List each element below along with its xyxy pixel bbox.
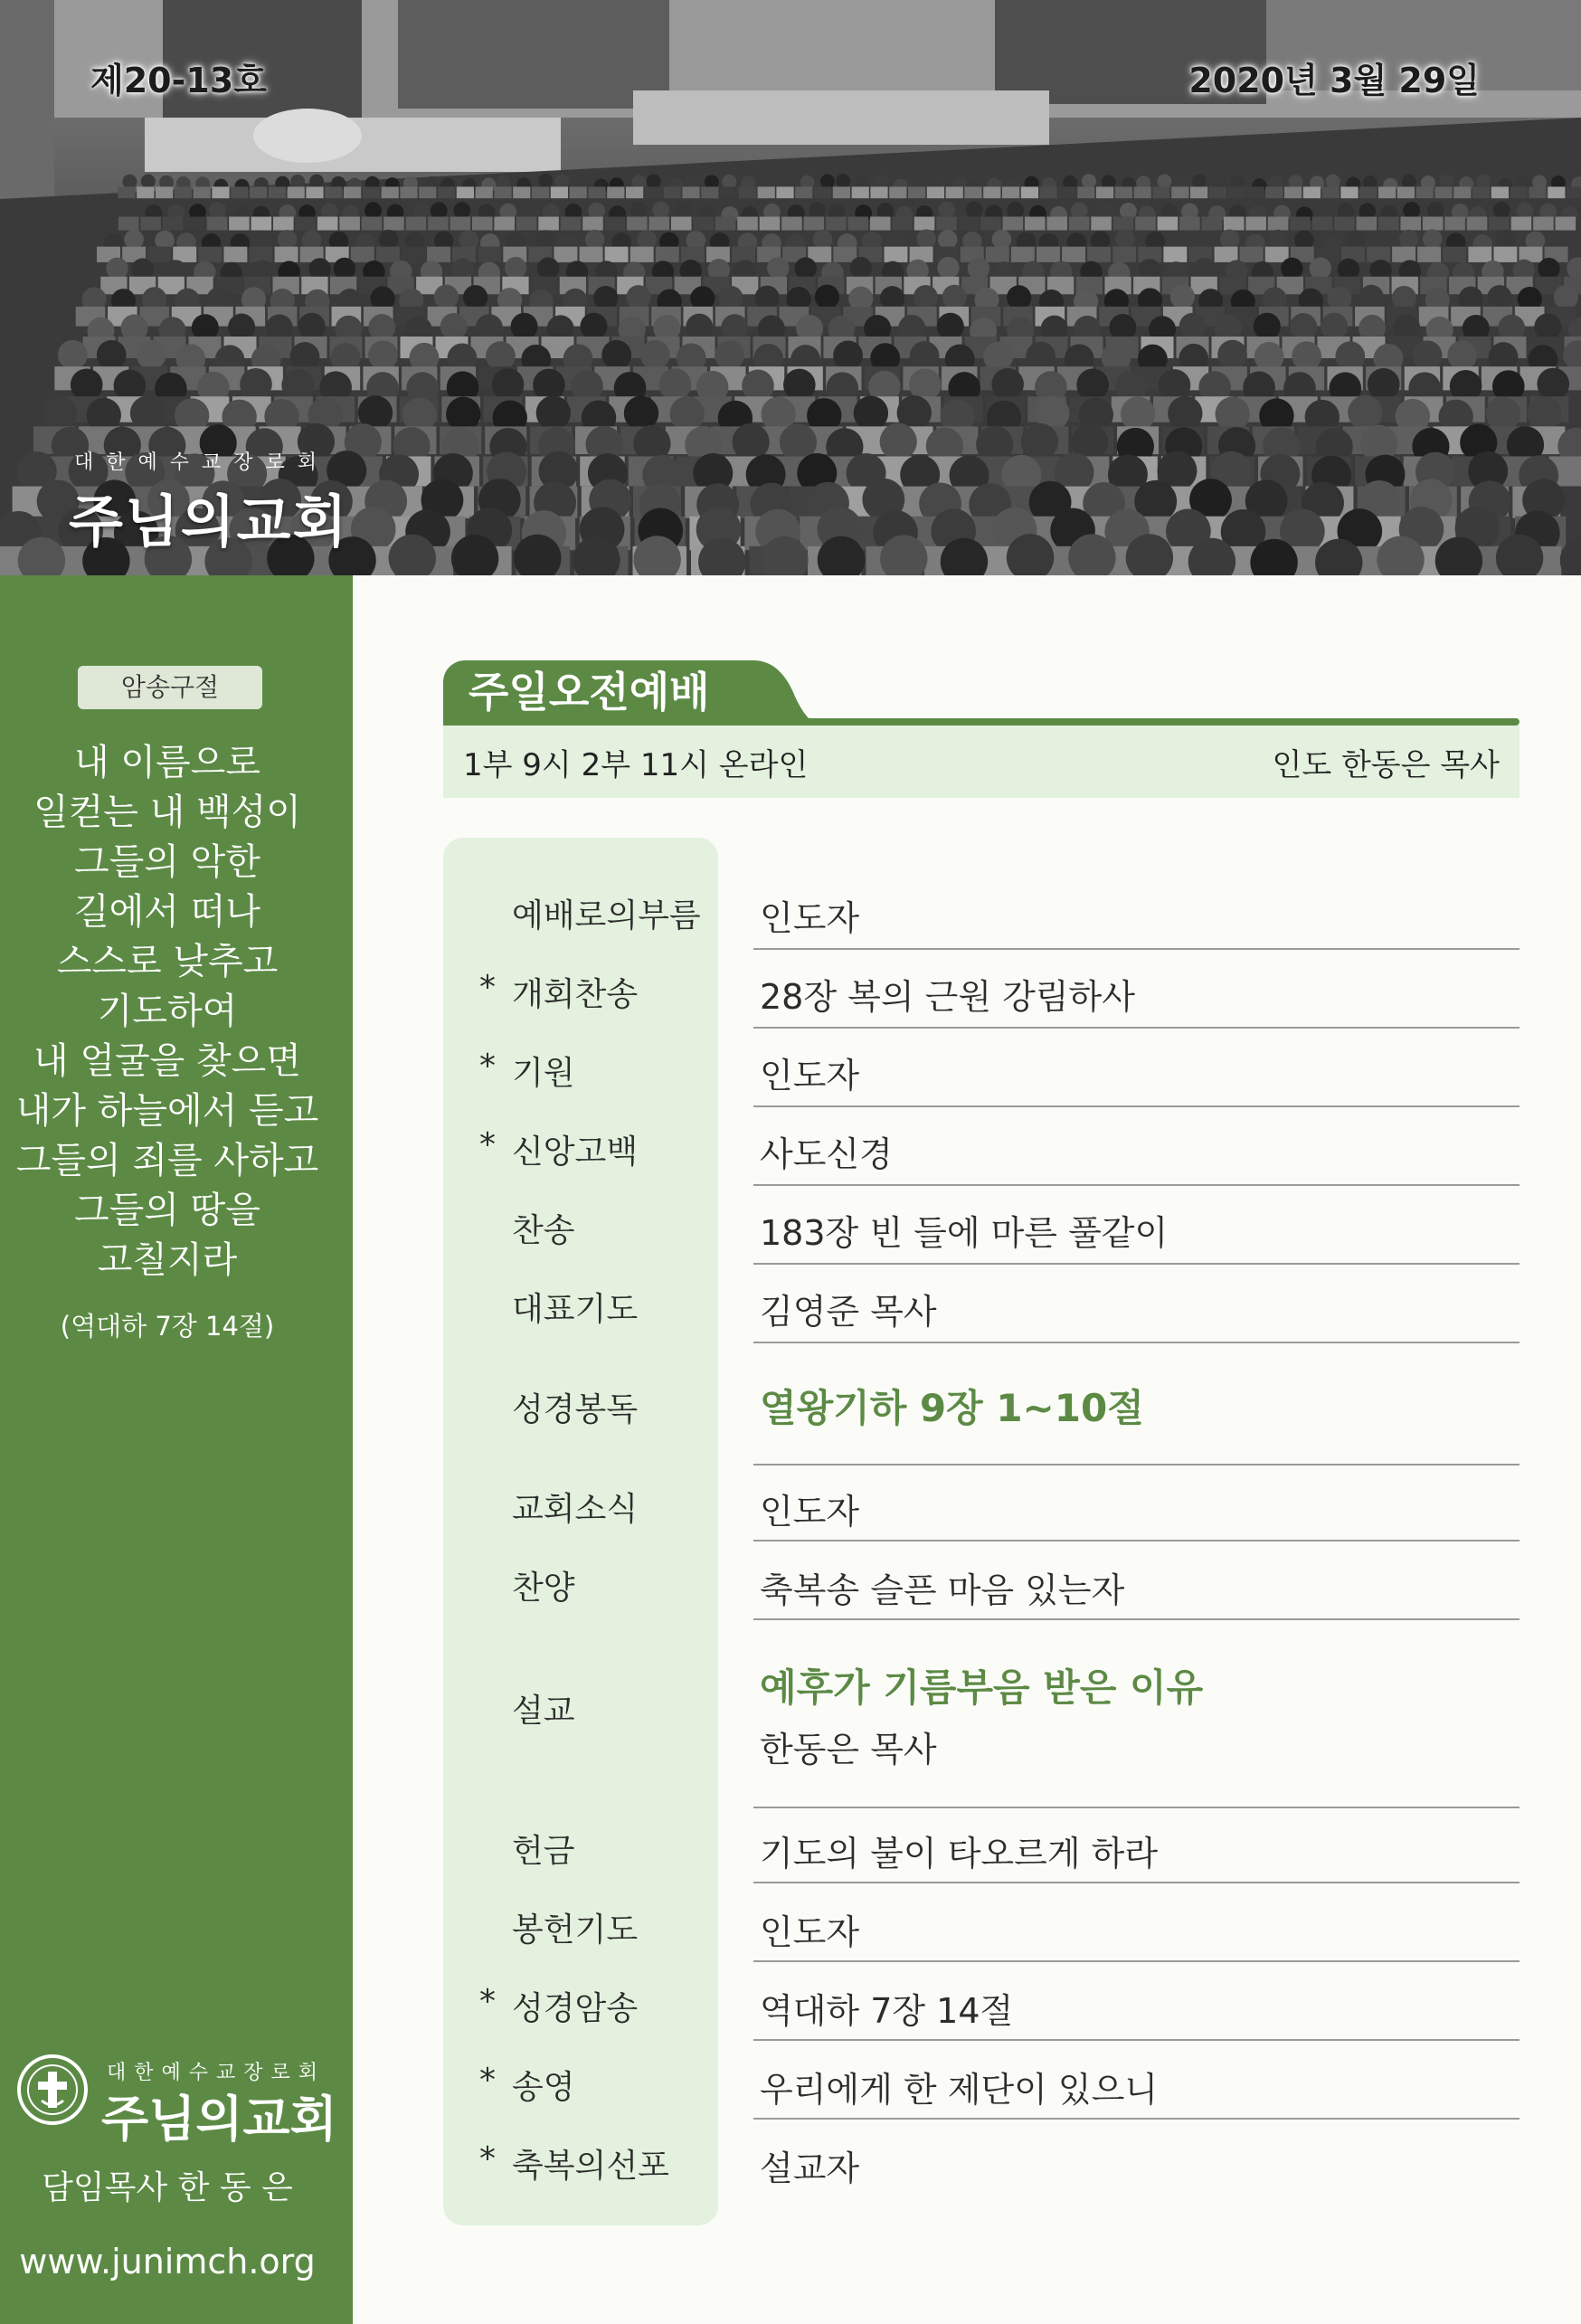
order-value: 설교자: [760, 2149, 860, 2188]
memory-verse: [0, 738, 335, 1285]
row-divider: [753, 1464, 1519, 1466]
row-divider: [753, 948, 1519, 950]
verse-line: 스스로 낮추고: [56, 941, 279, 982]
row-divider: [753, 1184, 1519, 1186]
service-info-bar: [443, 726, 1519, 798]
verse-line: 그들의 악한: [74, 841, 260, 883]
order-value: 축복송 슬픈 마음 있는자: [760, 1570, 1125, 1610]
order-label-text: 찬송: [512, 1212, 575, 1249]
order-value: 인도자: [760, 1056, 860, 1096]
verse-reference: (역대하 7장 14절): [60, 1311, 275, 1342]
service-leader: 인도 한동은 목사: [1272, 746, 1500, 783]
order-label-text: 예배로의부름: [512, 897, 701, 934]
verse-line: 기도하여: [97, 991, 238, 1032]
order-label-text: 신앙고백: [512, 1134, 639, 1171]
order-label-text: 개회찬송: [512, 976, 639, 1013]
order-label-text: 축복의선포: [512, 2148, 669, 2185]
church-name: 주님의교회: [69, 489, 349, 555]
sidebar: [0, 575, 353, 2324]
standing-mark: *: [479, 969, 496, 1006]
website-link[interactable]: www.junimch.org: [19, 2242, 316, 2281]
standing-mark: *: [479, 2062, 496, 2099]
order-label-text: 헌금: [512, 1833, 575, 1870]
header-photo: [0, 0, 1581, 575]
verse-line: 일컫는 내 백성이: [33, 792, 301, 833]
order-value: 183장 빈 들에 마른 풀같이: [760, 1213, 1169, 1253]
senior-pastor: 담임목사 한 동 은: [42, 2169, 293, 2206]
order-value: 김영준 목사: [760, 1292, 937, 1332]
order-value: 사도신경: [760, 1134, 893, 1174]
order-label-text: 대표기도: [512, 1291, 639, 1328]
order-value: 우리에게 한 제단이 있으니: [760, 2070, 1159, 2110]
row-divider: [753, 1807, 1519, 1808]
logo-denomination: 대한예수교장로회: [107, 2062, 327, 2084]
order-label-text: 설교: [512, 1693, 575, 1730]
standing-mark: *: [479, 2140, 496, 2177]
church-seal-icon: [16, 2054, 89, 2126]
service-title: 주일오전예배: [443, 660, 754, 724]
order-value: 인도자: [760, 1492, 860, 1532]
verse-line: 내가 하늘에서 듣고: [15, 1090, 319, 1132]
order-label-text: 교회소식: [512, 1491, 639, 1528]
row-divider: [753, 1960, 1519, 1962]
title-rule: [443, 718, 1519, 726]
order-value: 인도자: [760, 1912, 860, 1952]
verse-line: 내 이름으로: [74, 742, 260, 783]
order-label-text: 찬양: [512, 1570, 575, 1607]
order-value: 28장 복의 근원 강림하사: [760, 977, 1135, 1017]
order-label-text: 봉헌기도: [512, 1911, 639, 1949]
sermon-title-text: 예후가 기름부음 받은 이유: [760, 1665, 1204, 1710]
standing-mark: *: [479, 1126, 496, 1163]
row-divider: [753, 1882, 1519, 1883]
order-label-text: 기원: [512, 1055, 575, 1092]
sermon-title: [760, 1658, 1203, 1771]
order-label-text: 성경암송: [512, 1990, 639, 2027]
photo-church-logo: [69, 447, 348, 557]
order-label-text: 성경봉독: [512, 1391, 639, 1428]
order-value: 기도의 불이 타오르게 하라: [760, 1834, 1159, 1873]
verse-line: 내 얼굴을 찾으면: [33, 1040, 301, 1082]
issue-number: 제20-13호: [90, 61, 267, 100]
order-value: 인도자: [760, 898, 860, 938]
row-divider: [753, 2118, 1519, 2120]
standing-mark: *: [479, 1983, 496, 2020]
standing-mark: *: [479, 1048, 496, 1085]
row-divider: [753, 1105, 1519, 1107]
tab-slope: [753, 660, 817, 726]
row-divider: [753, 2039, 1519, 2041]
verse-line: 그들의 땅을: [74, 1190, 260, 1231]
row-divider: [753, 1342, 1519, 1343]
logo-church-name: 주님의교회: [101, 2091, 337, 2148]
row-divider: [753, 1263, 1519, 1265]
row-divider: [753, 1027, 1519, 1029]
scripture-reading: 열왕기하 9장 1~10절: [760, 1386, 1144, 1430]
memory-verse-tag: 암송구절: [78, 666, 262, 709]
row-divider: [753, 1540, 1519, 1541]
order-value: 역대하 7장 14절: [760, 1991, 1014, 2031]
order-label-text: 송영: [512, 2069, 575, 2106]
row-divider: [753, 1618, 1519, 1620]
verse-line: 고칠지라: [97, 1239, 238, 1281]
sermon-preacher: 한동은 목사: [760, 1730, 937, 1769]
verse-line: 길에서 떠나: [74, 891, 260, 933]
service-times: 1부 9시 2부 11시 온라인: [463, 746, 809, 783]
denomination-label: 대한예수교장로회: [74, 451, 330, 474]
issue-date: 2020년 3월 29일: [1188, 61, 1480, 100]
verse-line: 그들의 죄를 사하고: [15, 1140, 319, 1181]
